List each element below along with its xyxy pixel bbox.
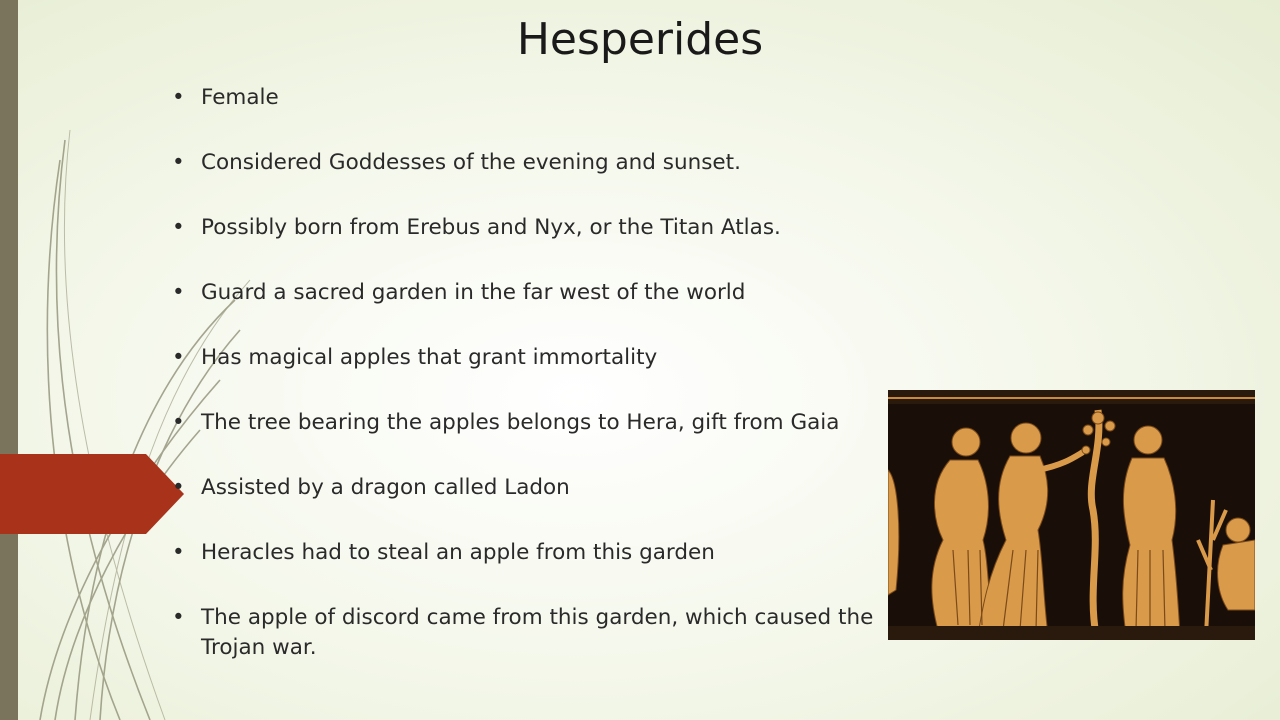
bullet-item: • Possibly born from Erebus and Nyx, or the Titan Atlas. <box>172 213 892 243</box>
bullet-item: • Considered Goddesses of the evening and sunset. <box>172 148 892 178</box>
greek-vase-image <box>888 390 1255 640</box>
bullet-item: • The apple of discord came from this garden, which caused the Trojan war. <box>172 603 892 663</box>
vase-painting-figures <box>888 390 1255 640</box>
bullet-item: • Assisted by a dragon called Ladon <box>172 473 892 503</box>
bullet-item: • Has magical apples that grant immortality <box>172 343 892 373</box>
bullet-list <box>172 83 892 698</box>
bullet-item: • Guard a sacred garden in the far west of the world <box>172 278 892 308</box>
bullet-item: • The tree bearing the apples belongs to Hera, gift from Gaia <box>172 408 892 438</box>
bullet-item: • Female <box>172 83 892 113</box>
accent-arrow-shape <box>0 454 184 534</box>
slide-title: Hesperides <box>516 14 764 65</box>
bullet-item: • Heracles had to steal an apple from this garden <box>172 538 892 568</box>
